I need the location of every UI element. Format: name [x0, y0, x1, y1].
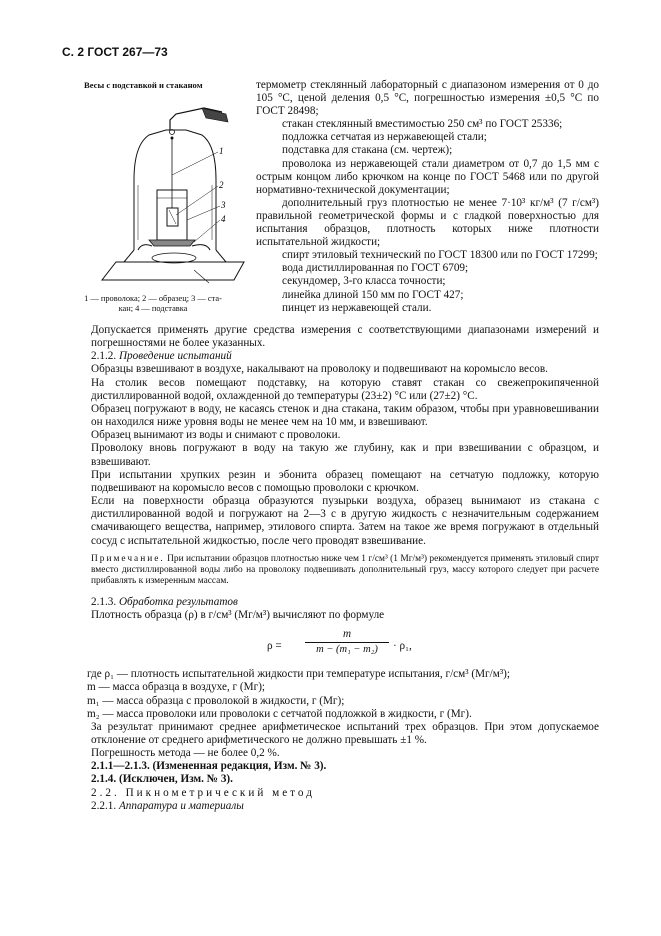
formula-denominator: m − (m₁ − m₂) — [316, 644, 378, 656]
formula-lhs: ρ = — [267, 640, 282, 653]
figure-title: Весы с подставкой и стаканом — [84, 80, 203, 90]
paragraph: При испытании хрупких резин и эбонита образец помещают на сетчатую подложку, которую подвешивают на коромысло весов с помощью проволоки с крючком. — [91, 468, 599, 494]
label-1: 1 — [219, 146, 224, 156]
section-2-1-2-heading — [91, 350, 599, 363]
where-line: m — масса образца в воздухе, г (Мг); — [87, 681, 266, 694]
formula-rhs: · ρ₁, — [393, 640, 412, 653]
caption-line-2: кан; 4 — подставка — [118, 304, 188, 313]
list-item: спирт этиловый технический по ГОСТ 18300 или по ГОСТ 17299; — [282, 249, 598, 262]
paragraph: Проволоку вновь погружают в воду на такую же глубину, как и при взвешивании с образцом, и взвешивают. — [91, 442, 599, 468]
paragraph-result: За результат принимают среднее арифметическое испытаний трех образцов. При этом допускаемое отклонение от среднего арифметического не должно превышать ±1 %. — [91, 720, 599, 746]
formula-intro: Плотность образца (ρ) в г/см³ (Мг/м³) вычисляют по формуле — [91, 609, 385, 622]
figure-caption — [62, 294, 244, 314]
list-item: подставка для стакана (см. чертеж); — [282, 144, 453, 157]
where-line: m₁ — масса образца с проволокой в жидкости, г (Мг); — [87, 694, 345, 707]
base-plate — [102, 262, 244, 280]
equipment-list — [256, 79, 599, 315]
section-number: 2.2.1. — [91, 799, 117, 812]
note-label: Примечание. — [91, 553, 165, 564]
paragraph-error: Погрешность метода — не более 0,2 %. — [91, 747, 280, 760]
caption-line-1: 1 — проволока; 2 — образец; 3 — ста- — [84, 294, 222, 303]
list-item: пинцет из нержавеющей стали. — [282, 301, 432, 314]
section-2-2-heading: 2.2. Пикнометрический метод — [91, 786, 315, 799]
section-2-2-1-heading — [91, 800, 599, 813]
main-text — [87, 324, 599, 813]
stand — [149, 240, 195, 246]
section-title: Обработка результатов — [118, 595, 238, 608]
list-item: секундомер, 3-го класса точности; — [282, 275, 446, 288]
note — [91, 554, 599, 588]
paragraph: На столик весов помещают подставку, на которую ставят стакан со свежепрокипяченной дистиллированной водой, охлажденной до температуры (23±2) °С или (27±2) °С. — [91, 376, 599, 402]
paragraph: Если на поверхности образца образуются пузырьки воздуха, образец вынимают из стакана с дистиллированной водой и погружают на 2—3 с в другую жидкость с незначительным содержанием смачивающего вещества, например, этилового спирта. Затем на такое же время погружают в отдельный сосуд с испытательной жидкостью, после чего проводят взвешивание. — [91, 495, 599, 547]
formula-fraction — [305, 628, 389, 656]
label-2: 2 — [219, 180, 224, 190]
list-item: термометр стеклянный лабораторный с диапазоном измерения от 0 до 105 °С, ценой деления 0,5 °С, погрешностью измерения ±0,5 °С по ГОСТ 28498; — [256, 79, 599, 118]
balance-figure — [94, 90, 254, 290]
formula-numerator: m — [305, 628, 389, 643]
section-title: Проведение испытаний — [118, 350, 232, 363]
label-3: 3 — [221, 200, 226, 210]
where-line: m₂ — масса проволоки или проволоки с сетчатой подложкой в жидкости, г (Мг). — [87, 707, 472, 720]
edit-note: 2.1.1—2.1.3. (Измененная редакция, Изм. № 3). — [91, 760, 327, 773]
page-header: С. 2 ГОСТ 267—73 — [62, 45, 168, 59]
list-item: проволока из нержавеющей стали диаметром от 0,7 до 1,5 мм с острым концом либо крючком на конце по ГОСТ 5468 или по другой нормативно-технической документации; — [256, 157, 599, 196]
note-text: При испытании образцов плотностью ниже чем 1 г/см³ (1 Мг/м³) рекомендуется применять этиловый спирт вместо дистиллированной воды либо на проволоку подвешивать дополнительный груз, массу которого следует при расчете прибавлять к измеренным массам. — [91, 553, 599, 587]
list-item: подложка сетчатая из нержавеющей стали; — [282, 131, 487, 144]
list-item: вода дистиллированная по ГОСТ 6709; — [282, 262, 469, 275]
section-number: 2.1.2. — [91, 350, 117, 363]
section-title: Аппаратура и материалы — [118, 799, 244, 812]
edit-note: 2.1.4. (Исключен, Изм. № 3). — [91, 773, 233, 786]
list-item: стакан стеклянный вместимостью 250 см³ по ГОСТ 25336; — [282, 118, 563, 131]
where-line: где ρ₁ — плотность испытательной жидкости при температуре испытания, г/см³ (Мг/м³); — [87, 668, 511, 681]
paragraph: Образцы взвешивают в воздухе, накалывают на проволоку и подвешивают на коромысло весов. — [91, 363, 548, 376]
label-4: 4 — [221, 214, 226, 224]
section-2-1-3-heading — [91, 596, 599, 609]
paragraph-allowed: Допускается применять другие средства измерения с соответствующими диапазонами измерений и погрешностями не более указанных. — [91, 324, 599, 350]
paragraph: Образец вынимают из воды и снимают с проволоки. — [91, 429, 341, 442]
formula — [91, 622, 599, 668]
list-item: дополнительный груз плотностью не менее 7·10³ кг/м³ (7 г/см³) правильной геометрической формы и с гладкой поверхностью для испытания образцов, плотность которых ниже плотности испытательной жидкости; — [256, 196, 599, 249]
list-item: линейка длиной 150 мм по ГОСТ 427; — [282, 288, 464, 301]
paragraph: Образец погружают в воду, не касаясь стенок и дна стакана, таким образом, чтобы при уравновешивании он находился ниже уровня воды не менее чем на 10 мм, и взвешивают. — [91, 402, 599, 429]
section-number: 2.1.3. — [91, 595, 117, 608]
